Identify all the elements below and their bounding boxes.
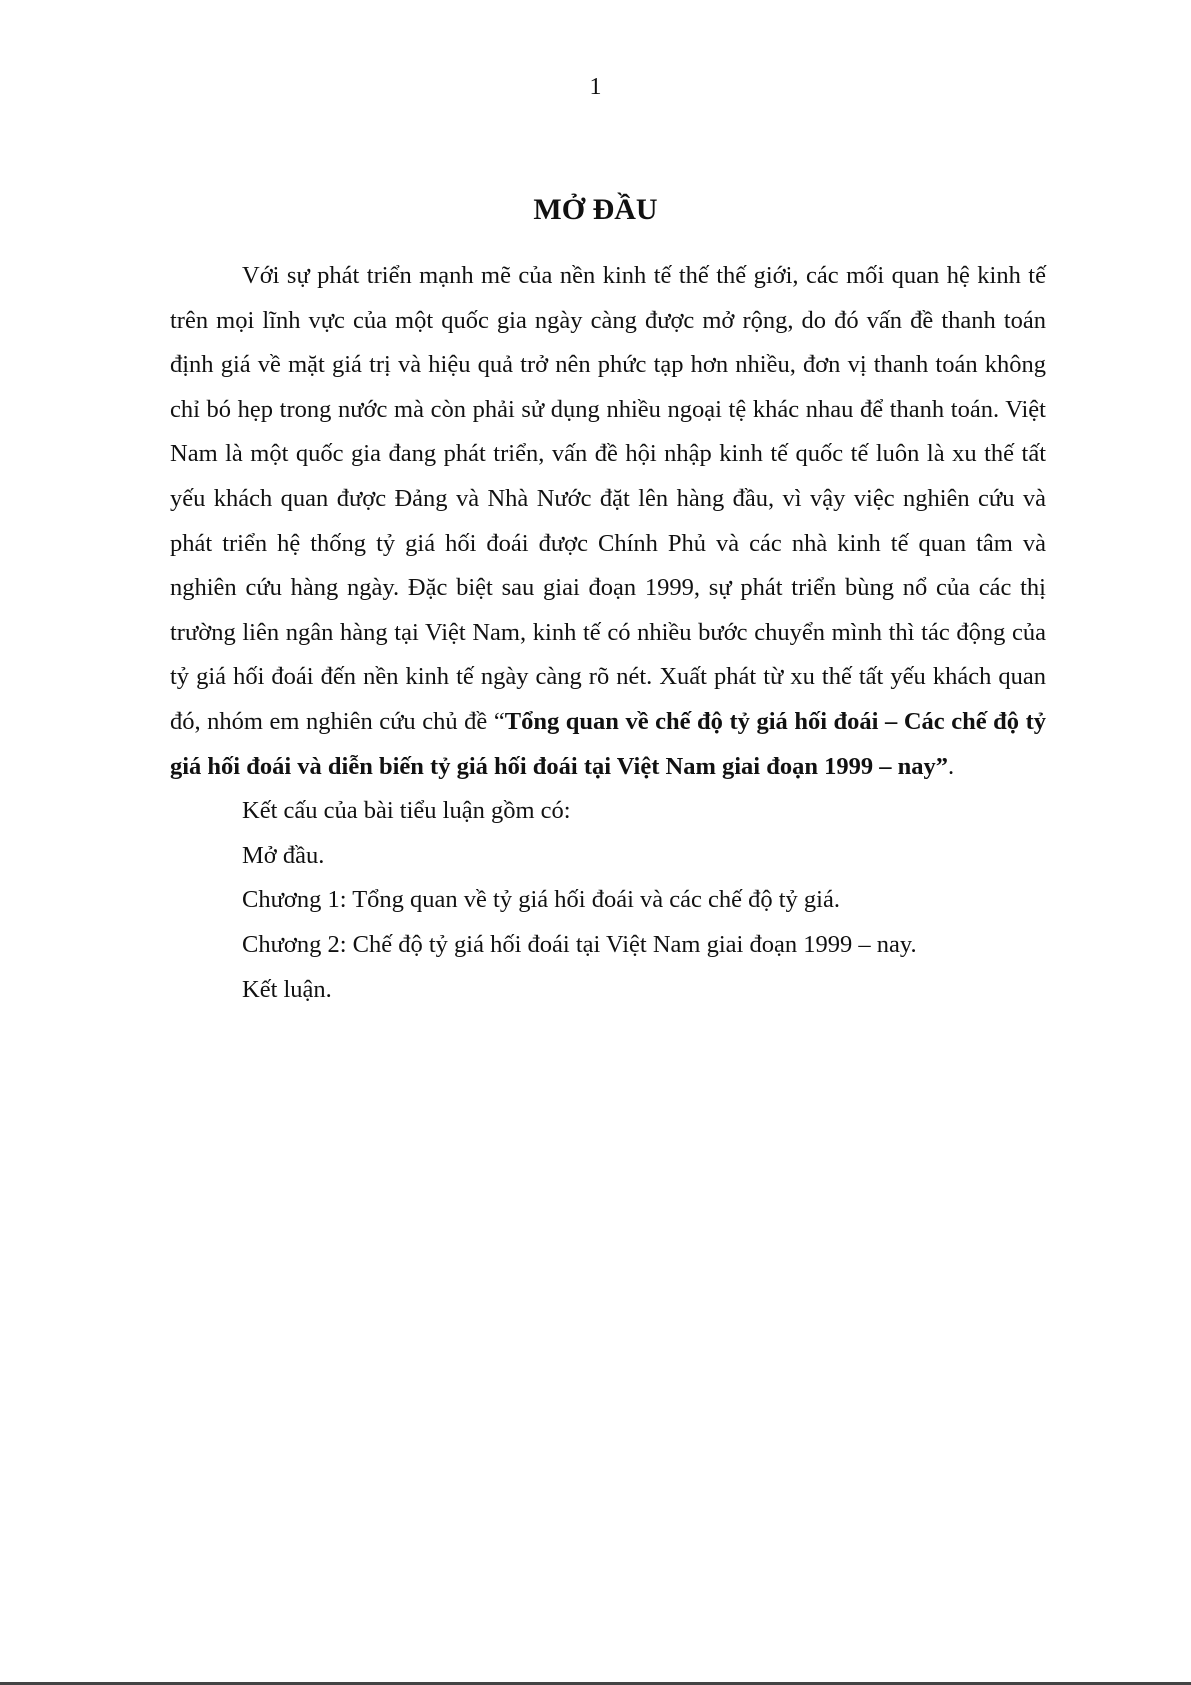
intro-text: Với sự phát triển mạnh mẽ của nền kinh tế thế thế giới, các mối quan hệ kinh tế trên mọi lĩnh vực của một quốc gia ngày càng được mở rộng, do đó vấn đề thanh toán định giá về mặt giá trị và hiệu quả trở nên phức tạp hơn nhiều, đơn vị thanh toán không chỉ bó hẹp trong nước mà còn phải sử dụng nhiều ngoại tệ khác nhau để thanh toán. Việt Nam là một quốc gia đang phát triển, vấn đề hội nhập kinh tế quốc tế luôn là xu thế tất yếu khách quan được Đảng và Nhà Nước đặt lên hàng đầu, vì vậy việc nghiên cứu và phát triển hệ thống tỷ giá hối đoái được Chính Phủ và các nhà kinh tế quan tâm và nghiên cứu hàng ngày. Đặc biệt sau giai đoạn 1999, sự phát triển bùng nổ của các thị trường liên ngân hàng tại Việt Nam, kinh tế có nhiều bước chuyển mình thì tác động của tỷ giá hối đoái đến nền kinh tế ngày càng rõ nét. Xuất phát từ xu thế tất yếu khách quan đó, nhóm em nghiên cứu chủ đề “ xyxy=(170,262,1046,735)
topic-title: Tổng quan về chế độ tỷ giá hối đoái – Các chế độ tỷ giá hối đoái và diễn biến tỷ giá hối đoái tại Việt Nam giai đoạn 1999 – nay” xyxy=(170,707,1047,780)
structure-item-intro: Mở đầu. xyxy=(242,841,325,869)
document-body xyxy=(170,254,1046,1012)
structure-item-chapter-1: Chương 1: Tổng quan về tỷ giá hối đoái và các chế độ tỷ giá. xyxy=(242,886,840,914)
intro-text-end: . xyxy=(947,752,955,780)
structure-item-conclusion: Kết luận. xyxy=(242,975,332,1003)
page-number: 1 xyxy=(589,74,602,100)
intro-paragraph xyxy=(170,254,1046,789)
structure-heading: Kết cấu của bài tiểu luận gồm có: xyxy=(242,797,571,825)
page-title: MỞ ĐẦU xyxy=(533,193,658,226)
structure-item-chapter-2: Chương 2: Chế độ tỷ giá hối đoái tại Việt Nam giai đoạn 1999 – nay. xyxy=(242,930,917,958)
